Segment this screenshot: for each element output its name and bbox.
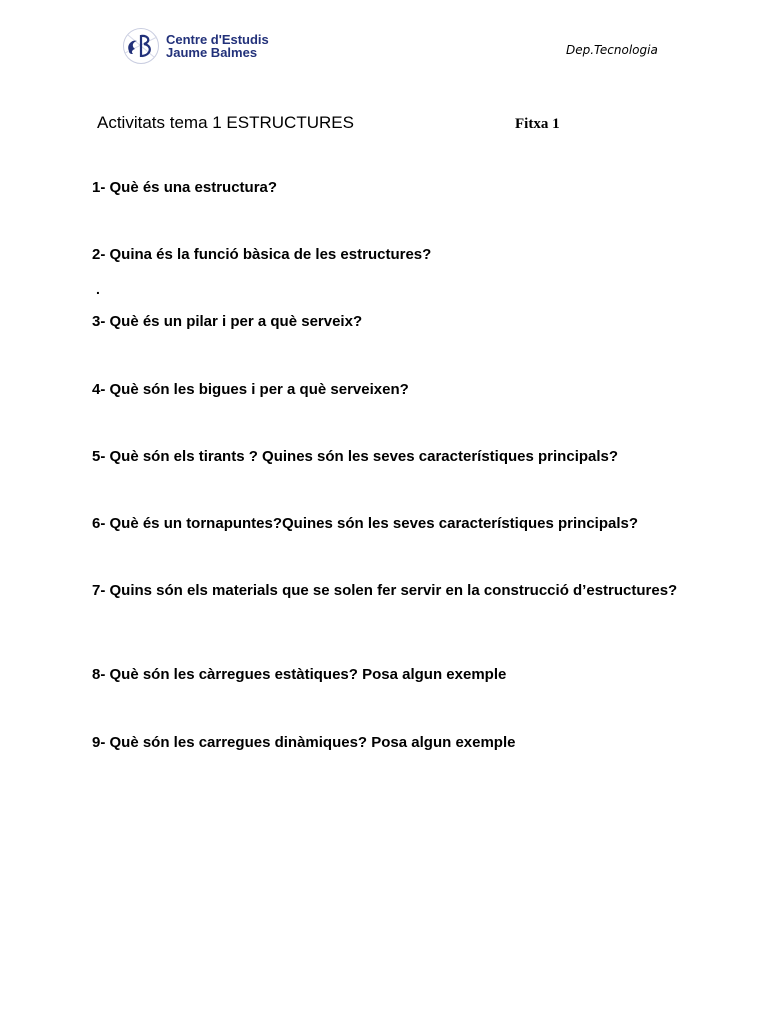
school-logo — [122, 27, 269, 65]
question-4: 4- Què són les bigues i per a què serveixen? — [92, 381, 409, 398]
question-2: 2- Quina és la funció bàsica de les estructures? — [92, 246, 432, 263]
logo-line-2: Jaume Balmes — [166, 45, 258, 60]
school-logo-icon — [122, 27, 160, 65]
sheet-label: Fitxa 1 — [515, 116, 560, 132]
question-9: 9- Què són les carregues dinàmiques? Posa algun exemple — [92, 734, 516, 751]
logo-line-1: Centre d'Estudis — [166, 32, 269, 47]
question-5: 5- Què són els tirants ? Quines són les seves característiques principals? — [92, 448, 619, 465]
question-3: 3- Què és un pilar i per a què serveix? — [92, 313, 363, 330]
question-7: 7- Quins són els materials que se solen fer servir en la construcció d’estructures? — [92, 582, 678, 599]
question-1: 1- Què és una estructura? — [92, 179, 278, 196]
department-label: Dep.Tecnologia — [566, 43, 658, 57]
question-8: 8- Què són les càrregues estàtiques? Posa algun exemple — [92, 666, 507, 683]
question-6: 6- Què és un tornapuntes?Quines són les seves característiques principals? — [92, 515, 639, 532]
document-title: Activitats tema 1 ESTRUCTURES — [97, 113, 354, 132]
stray-mark: . — [96, 281, 100, 297]
